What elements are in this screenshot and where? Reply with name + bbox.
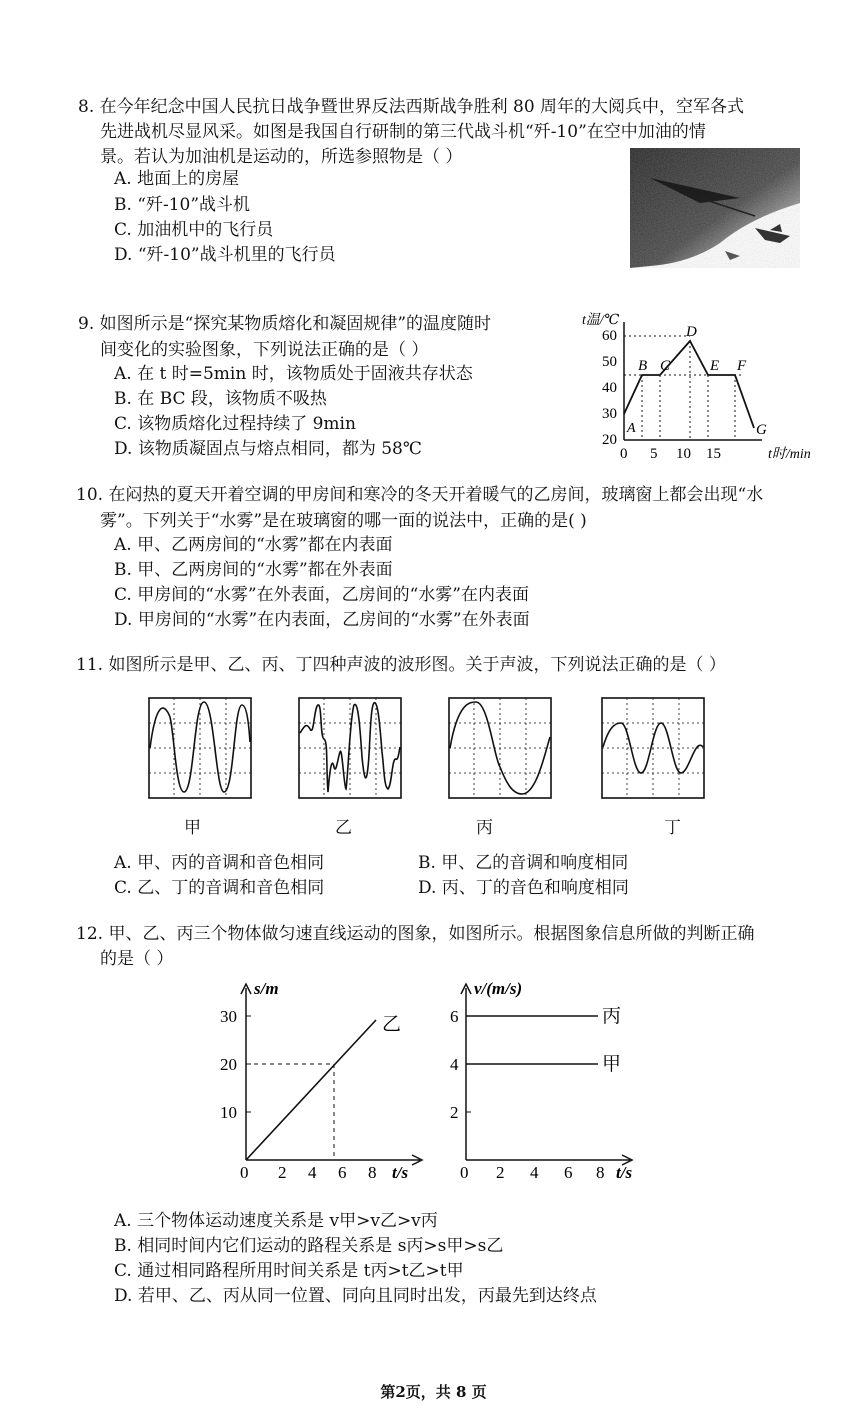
point-c: C (660, 358, 671, 374)
q12-option-a: A. 三个物体运动速度关系是 v甲>v乙>v丙 (114, 1211, 438, 1231)
q10-option-a: A. 甲、乙两房间的“水雾”都在内表面 (114, 535, 393, 555)
melting-curve-graph (580, 308, 830, 468)
q8-option-b: B. “歼-10”战斗机 (114, 195, 251, 215)
y-tick-60: 60 (602, 328, 617, 344)
x-tick-4: 4 (530, 1163, 539, 1182)
line-yi-label: 乙 (382, 1014, 402, 1035)
x-tick-0: 0 (620, 446, 628, 462)
y-tick-30: 30 (602, 406, 617, 422)
v-t-graph (440, 972, 660, 1182)
q9-option-d: D. 该物质凝固点与熔点相同，都为 58℃ (114, 439, 422, 459)
q10-stem-line1: 10. 在闷热的夏天开着空调的甲房间和寒冷的冬天开着暖气的乙房间，玻璃窗上都会出现“水 (76, 485, 764, 505)
x-tick-15: 15 (706, 446, 721, 462)
waveform-yi (298, 697, 402, 799)
y-tick-6: 6 (450, 1007, 459, 1026)
wave-label-ding: 丁 (664, 818, 681, 838)
q12-stem-line2: 的是（ ） (100, 949, 174, 969)
x-tick-8: 8 (596, 1163, 605, 1182)
point-e: E (710, 358, 720, 374)
q11-option-b: B. 甲、乙的音调和响度相同 (418, 853, 629, 873)
q12-option-c: C. 通过相同路程所用时间关系是 t丙>t乙>t甲 (114, 1261, 464, 1281)
point-f: F (737, 358, 747, 374)
y-tick-40: 40 (602, 380, 617, 396)
wave-label-bing: 丙 (476, 818, 493, 838)
s-t-graph (210, 972, 430, 1182)
q11-option-a: A. 甲、丙的音调和音色相同 (114, 853, 325, 873)
q8-stem-line1: 8. 在今年纪念中国人民抗日战争暨世界反法西斯战争胜利 80 周年的大阅兵中，空军各式 (78, 97, 745, 117)
q9-stem-line1: 9. 如图所示是“探究某物质熔化和凝固规律”的温度随时 (78, 314, 492, 334)
q11-stem: 11. 如图所示是甲、乙、丙、丁四种声波的波形图。关于声波，下列说法正确的是（ ） (76, 655, 726, 675)
y-axis-label: s/m (254, 979, 279, 998)
temperature-curve (624, 341, 754, 428)
q10-option-d: D. 甲房间的“水雾”在内表面，乙房间的“水雾”在外表面 (114, 610, 530, 630)
x-tick-6: 6 (338, 1163, 347, 1182)
y-tick-50: 50 (602, 354, 617, 370)
q10-option-b: B. 甲、乙两房间的“水雾”都在外表面 (114, 560, 393, 580)
x-tick-8: 8 (368, 1163, 377, 1182)
q8-option-a: A. 地面上的房屋 (114, 169, 240, 189)
y-tick-30: 30 (220, 1007, 237, 1026)
x-tick-0: 0 (460, 1163, 469, 1182)
q10-stem-line2: 雾”。下列关于“水雾”是在玻璃窗的哪一面的说法中，正确的是( ) (100, 511, 587, 531)
point-a: A (627, 421, 636, 436)
q9-option-a: A. 在 t 时=5min 时，该物质处于固液共存状态 (114, 364, 473, 384)
y-axis-label: t温/℃ (582, 313, 620, 328)
point-g: G (756, 422, 767, 438)
q8-stem-line3: 景。若认为加油机是运动的，所选参照物是（ ） (100, 147, 463, 167)
line-yi (246, 1020, 376, 1160)
y-tick-4: 4 (450, 1055, 459, 1074)
line-jia-label: 甲 (602, 1054, 622, 1075)
x-tick-0: 0 (240, 1163, 249, 1182)
x-tick-2: 2 (496, 1163, 505, 1182)
q9-option-c: C. 该物质熔化过程持续了 9min (114, 414, 356, 434)
q12-option-b: B. 相同时间内它们运动的路程关系是 s丙>s甲>s乙 (114, 1236, 504, 1256)
waveform-bing (448, 697, 552, 799)
q12-stem-line1: 12. 甲、乙、丙三个物体做匀速直线运动的图象，如图所示。根据图象信息所做的判断正确 (76, 924, 755, 944)
waveform-ding (601, 697, 705, 799)
wave-label-jia: 甲 (184, 818, 201, 838)
waveform-jia (148, 697, 252, 799)
x-axis-label: t时/min (768, 447, 811, 462)
q9-stem-line2: 间变化的实验图象，下列说法正确的是（ ） (100, 340, 429, 360)
q10-option-c: C. 甲房间的“水雾”在外表面，乙房间的“水雾”在内表面 (114, 585, 529, 605)
q12-option-d: D. 若甲、乙、丙从同一位置、同向且同时出发，丙最先到达终点 (114, 1286, 597, 1306)
x-tick-2: 2 (278, 1163, 287, 1182)
q9-option-b: B. 在 BC 段，该物质不吸热 (114, 389, 327, 409)
point-b: B (638, 358, 648, 374)
page-number-footer: 第2页，共 8 页 (380, 1383, 487, 1401)
y-axis-label: v/(m/s) (474, 979, 523, 998)
x-axis-label: t/s (392, 1163, 409, 1182)
q11-option-c: C. 乙、丁的音调和音色相同 (114, 878, 325, 898)
y-tick-2: 2 (450, 1103, 459, 1122)
aerial-refueling-photo (630, 148, 800, 268)
q11-option-d: D. 丙、丁的音色和响度相同 (418, 878, 629, 898)
q8-stem-line2: 先进战机尽显风采。如图是我国自行研制的第三代战斗机“歼-10”在空中加油的情 (100, 122, 706, 142)
x-tick-6: 6 (564, 1163, 573, 1182)
y-tick-10: 10 (220, 1103, 237, 1122)
x-tick-5: 5 (650, 446, 658, 462)
q8-option-c: C. 加油机中的飞行员 (114, 220, 274, 240)
q8-option-d: D. “歼-10”战斗机里的飞行员 (114, 245, 336, 265)
x-tick-4: 4 (308, 1163, 317, 1182)
x-tick-10: 10 (676, 446, 691, 462)
point-d: D (686, 324, 697, 340)
line-bing-label: 丙 (602, 1006, 622, 1027)
x-axis-label: t/s (616, 1163, 633, 1182)
y-tick-20: 20 (602, 432, 617, 448)
y-tick-20: 20 (220, 1055, 237, 1074)
wave-label-yi: 乙 (335, 818, 352, 838)
